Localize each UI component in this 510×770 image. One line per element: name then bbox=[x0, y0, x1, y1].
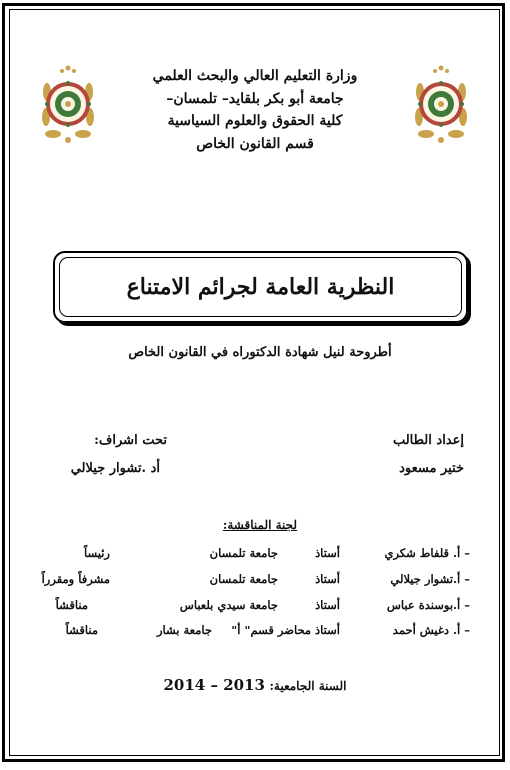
prepared-by-label: إعداد الطالب bbox=[392, 433, 464, 448]
thesis-subtitle: أطروحة لنيل شهادة الدكتوراه في القانون الخاص bbox=[128, 345, 392, 360]
thesis-title-box bbox=[53, 251, 468, 323]
academic-year-label: السنة الجامعية: bbox=[269, 679, 347, 693]
member-rank: أستاذ محاضر قسم" أ" bbox=[231, 623, 340, 637]
member-rank: أستاذ bbox=[315, 546, 340, 560]
department-name: قسم القانون الخاص bbox=[196, 136, 314, 152]
academic-year-value: 2013 – 2014 bbox=[163, 676, 265, 694]
faculty-name: كلية الحقوق والعلوم السياسية bbox=[167, 113, 343, 129]
member-name: – أ. قلفاط شكري bbox=[384, 546, 470, 560]
supervisor-name: أد .تشوار جيلالي bbox=[70, 461, 160, 476]
university-emblem-left-icon bbox=[37, 62, 99, 146]
student-name: ختير مسعود bbox=[399, 461, 464, 476]
member-role: مناقشاً bbox=[65, 623, 98, 637]
university-name: جامعة أبو بكر بلقايد– تلمسان– bbox=[166, 91, 344, 107]
member-institution: جامعة بشار bbox=[156, 623, 212, 637]
member-institution: جامعة تلمسان bbox=[209, 546, 278, 560]
committee-heading: لجنة المناقشة: bbox=[222, 518, 298, 532]
member-name: – أ.بوسندة عباس bbox=[386, 598, 470, 612]
supervision-label: تحت اشراف: bbox=[94, 433, 167, 448]
member-rank: أستاذ bbox=[315, 598, 340, 612]
member-role: رئيساً bbox=[84, 546, 110, 560]
academic-year bbox=[150, 676, 360, 694]
ministry-name: وزارة التعليم العالي والبحث العلمي bbox=[152, 68, 358, 84]
member-institution: جامعة تلمسان bbox=[209, 572, 278, 586]
member-rank: أستاذ bbox=[315, 572, 340, 586]
member-institution: جامعة سيدي بلعباس bbox=[179, 598, 278, 612]
thesis-title: النظرية العامة لجرائم الامتناع bbox=[126, 274, 395, 300]
member-role: مشرفاً ومقرراً bbox=[41, 572, 110, 586]
member-name: – أ.تشوار جيلالي bbox=[390, 572, 470, 586]
university-emblem-right-icon bbox=[410, 62, 472, 146]
member-name: – أ. دغيش أحمد bbox=[392, 623, 470, 637]
member-role: مناقشاً bbox=[55, 598, 88, 612]
